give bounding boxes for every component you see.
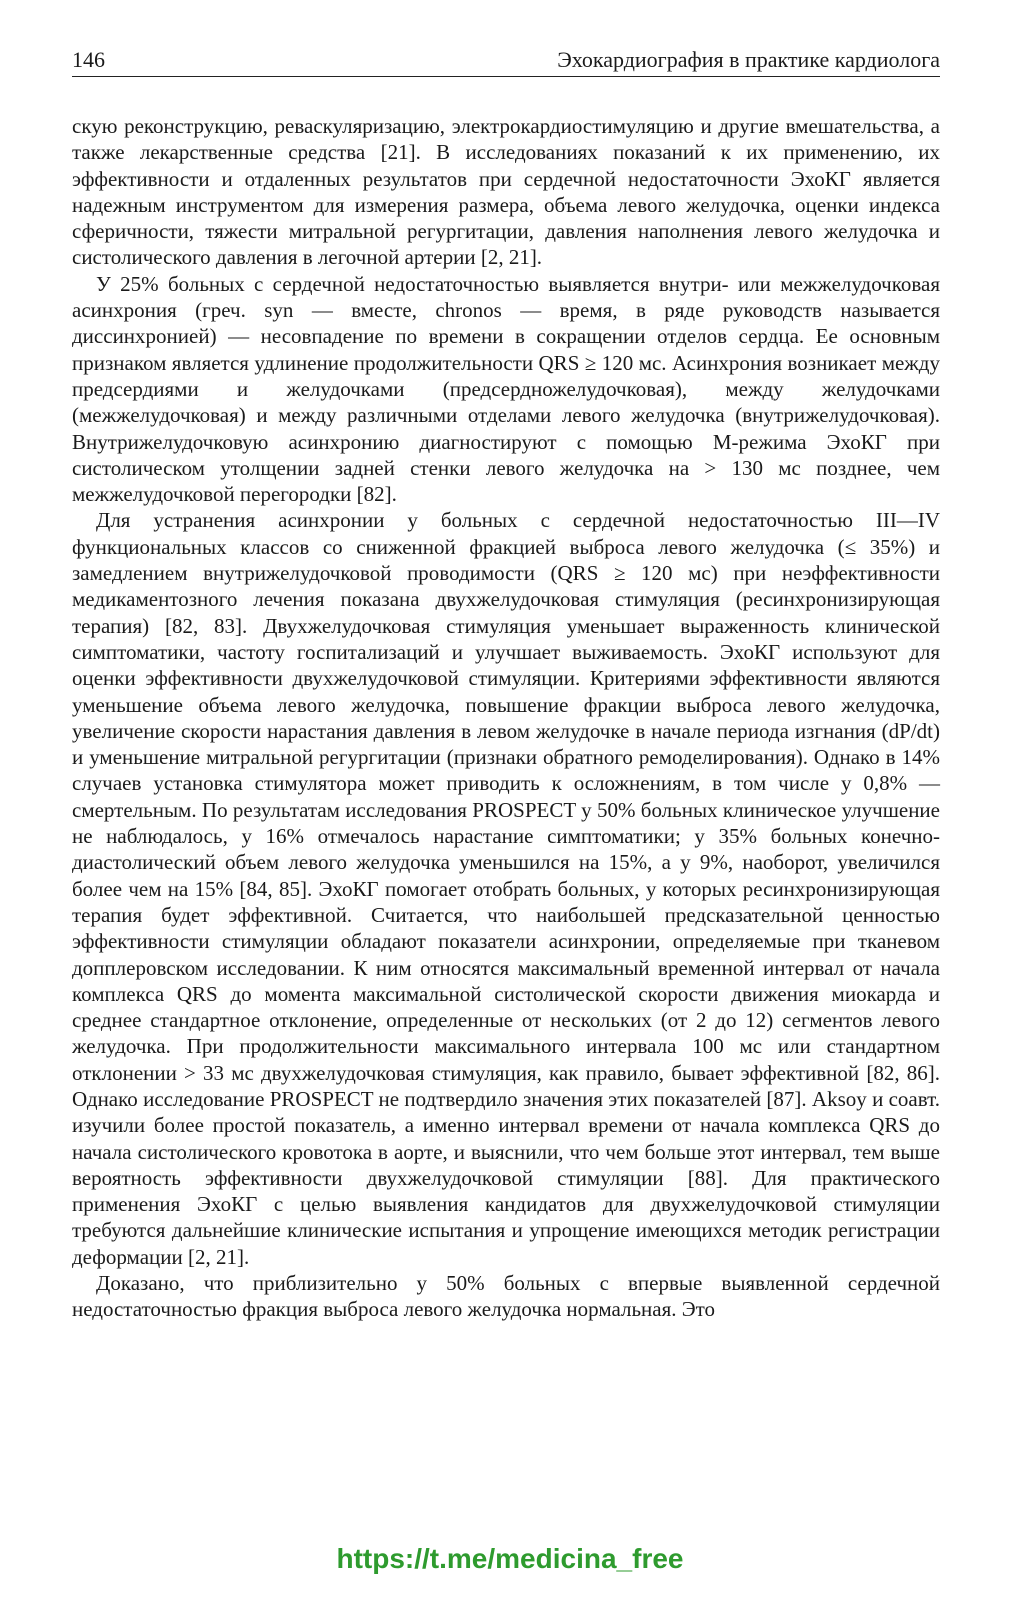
- paragraph-preserved-ejection-fraction: Доказано, что приблизительно у 50% больных с впервые выявленной сердечной недостаточностью фракция выброса левого желудочка нормальная. Это: [72, 1271, 940, 1322]
- paragraph-continuation: скую реконструкцию, реваскуляризацию, электрокардиостимуляцию и другие вмешательства, а также лекарственные средства [21]. В исследованиях показаний к их применению, их эффективности и отдаленных результатов при сердечной недостаточности ЭхоКГ является надежным инструментом для измерения размера, объема левого желудочка, оценки индекса сферичности, тяжести митральной регургитации, давления наполнения левого желудочка и систолического давления в легочной артерии [2, 21].: [72, 114, 940, 270]
- running-header: [72, 44, 940, 77]
- body-text: [72, 113, 940, 1323]
- book-title: Эхокардиография в практике кардиолога: [557, 47, 940, 72]
- page-number: 146: [72, 47, 105, 72]
- paragraph-asynchrony: У 25% больных с сердечной недостаточностью выявляется внутри- или межжелудочковая асинхрония (греч. syn — вместе, chronos — время, в ряде руководств называется диссинхронией) — несовпадение по времени в сокращении отделов сердца. Ее основным признаком является удлинение продолжительности QRS ≥ 120 мс. Асинхрония возникает между предсердиями и желудочками (предсердножелудочковая), между желудочками (межжелудочковая) и между различными отделами левого желудочка (внутрижелудочковая). Внутрижелудочковую асинхронию диагностируют с помощью М-режима ЭхоКГ при систолическом утолщении задней стенки левого желудочка на > 130 мс позднее, чем межжелудочковой перегородки [82].: [72, 271, 940, 507]
- paragraph-resynchronization: Для устранения асинхронии у больных с сердечной недостаточностью III—IV функциональных классов со сниженной фракцией выброса левого желудочка (≤ 35%) и замедлением внутрижелудочковой проводимости (QRS ≥ 120 мс) при неэффективности медикаментозного лечения показана двухжелудочковая стимуляция (ресинхронизирующая терапия) [82, 83]. Двухжелудочковая стимуляция уменьшает выраженность клинической симптоматики, частоту госпитализаций и улучшает выживаемость. ЭхоКГ используют для оценки эффективности двухжелудочковой стимуляции. Критериями эффективности являются уменьшение объема левого желудочка, повышение фракции выброса левого желудочка, увеличение скорости нарастания давления в левом желудочке в начале периода изгнания (dP/dt) и уменьшение митральной регургитации (признаки обратного ремоделирования). Однако в 14% случаев установка стимулятора может приводить к осложнениям, в том числе у 0,8% — смертельным. По результатам исследования PROSPECT у 50% больных клиническое улучшение не наблюдалось, у 16% отмечалось нарастание симптоматики; у 35% больных конечно-диастолический объем левого желудочка уменьшился на 15%, а у 9%, наоборот, увеличился более чем на 15% [84, 85]. ЭхоКГ помогает отобрать больных, у которых ресинхронизирующая терапия будет эффективной. Считается, что наибольшей предсказательной ценностью эффективности стимуляции обладают показатели асинхронии, определяемые при тканевом допплеровском исследовании. К ним относятся максимальный временной интервал от начала комплекса QRS до момента максимальной систолической скорости движения миокарда и среднее стандартное отклонение, определенные от нескольких (от 2 до 12) сегментов левого желудочка. При продолжительности максимального интервала 100 мс или стандартном отклонении > 33 мс двухжелудочковая стимуляция, как правило, бывает эффективной [82, 86]. Однако исследование PROSPECT не подтвердило значения этих показателей [87]. Aksoy и соавт. изучили более простой показатель, а именно интервал времени от начала комплекса QRS до начала систолического кровотока в аорте, и выяснили, что чем больше этот интервал, тем выше вероятность эффективности двухжелудочковой стимуляции [88]. Для практического применения ЭхоКГ с целью выявления кандидатов для двухжелудочковой стимуляции требуются дальнейшие клинические испытания и упрощение имеющихся методик регистрации деформации [2, 21].: [72, 508, 940, 1269]
- telegram-link[interactable]: https://t.me/medicina_free: [336, 1543, 684, 1574]
